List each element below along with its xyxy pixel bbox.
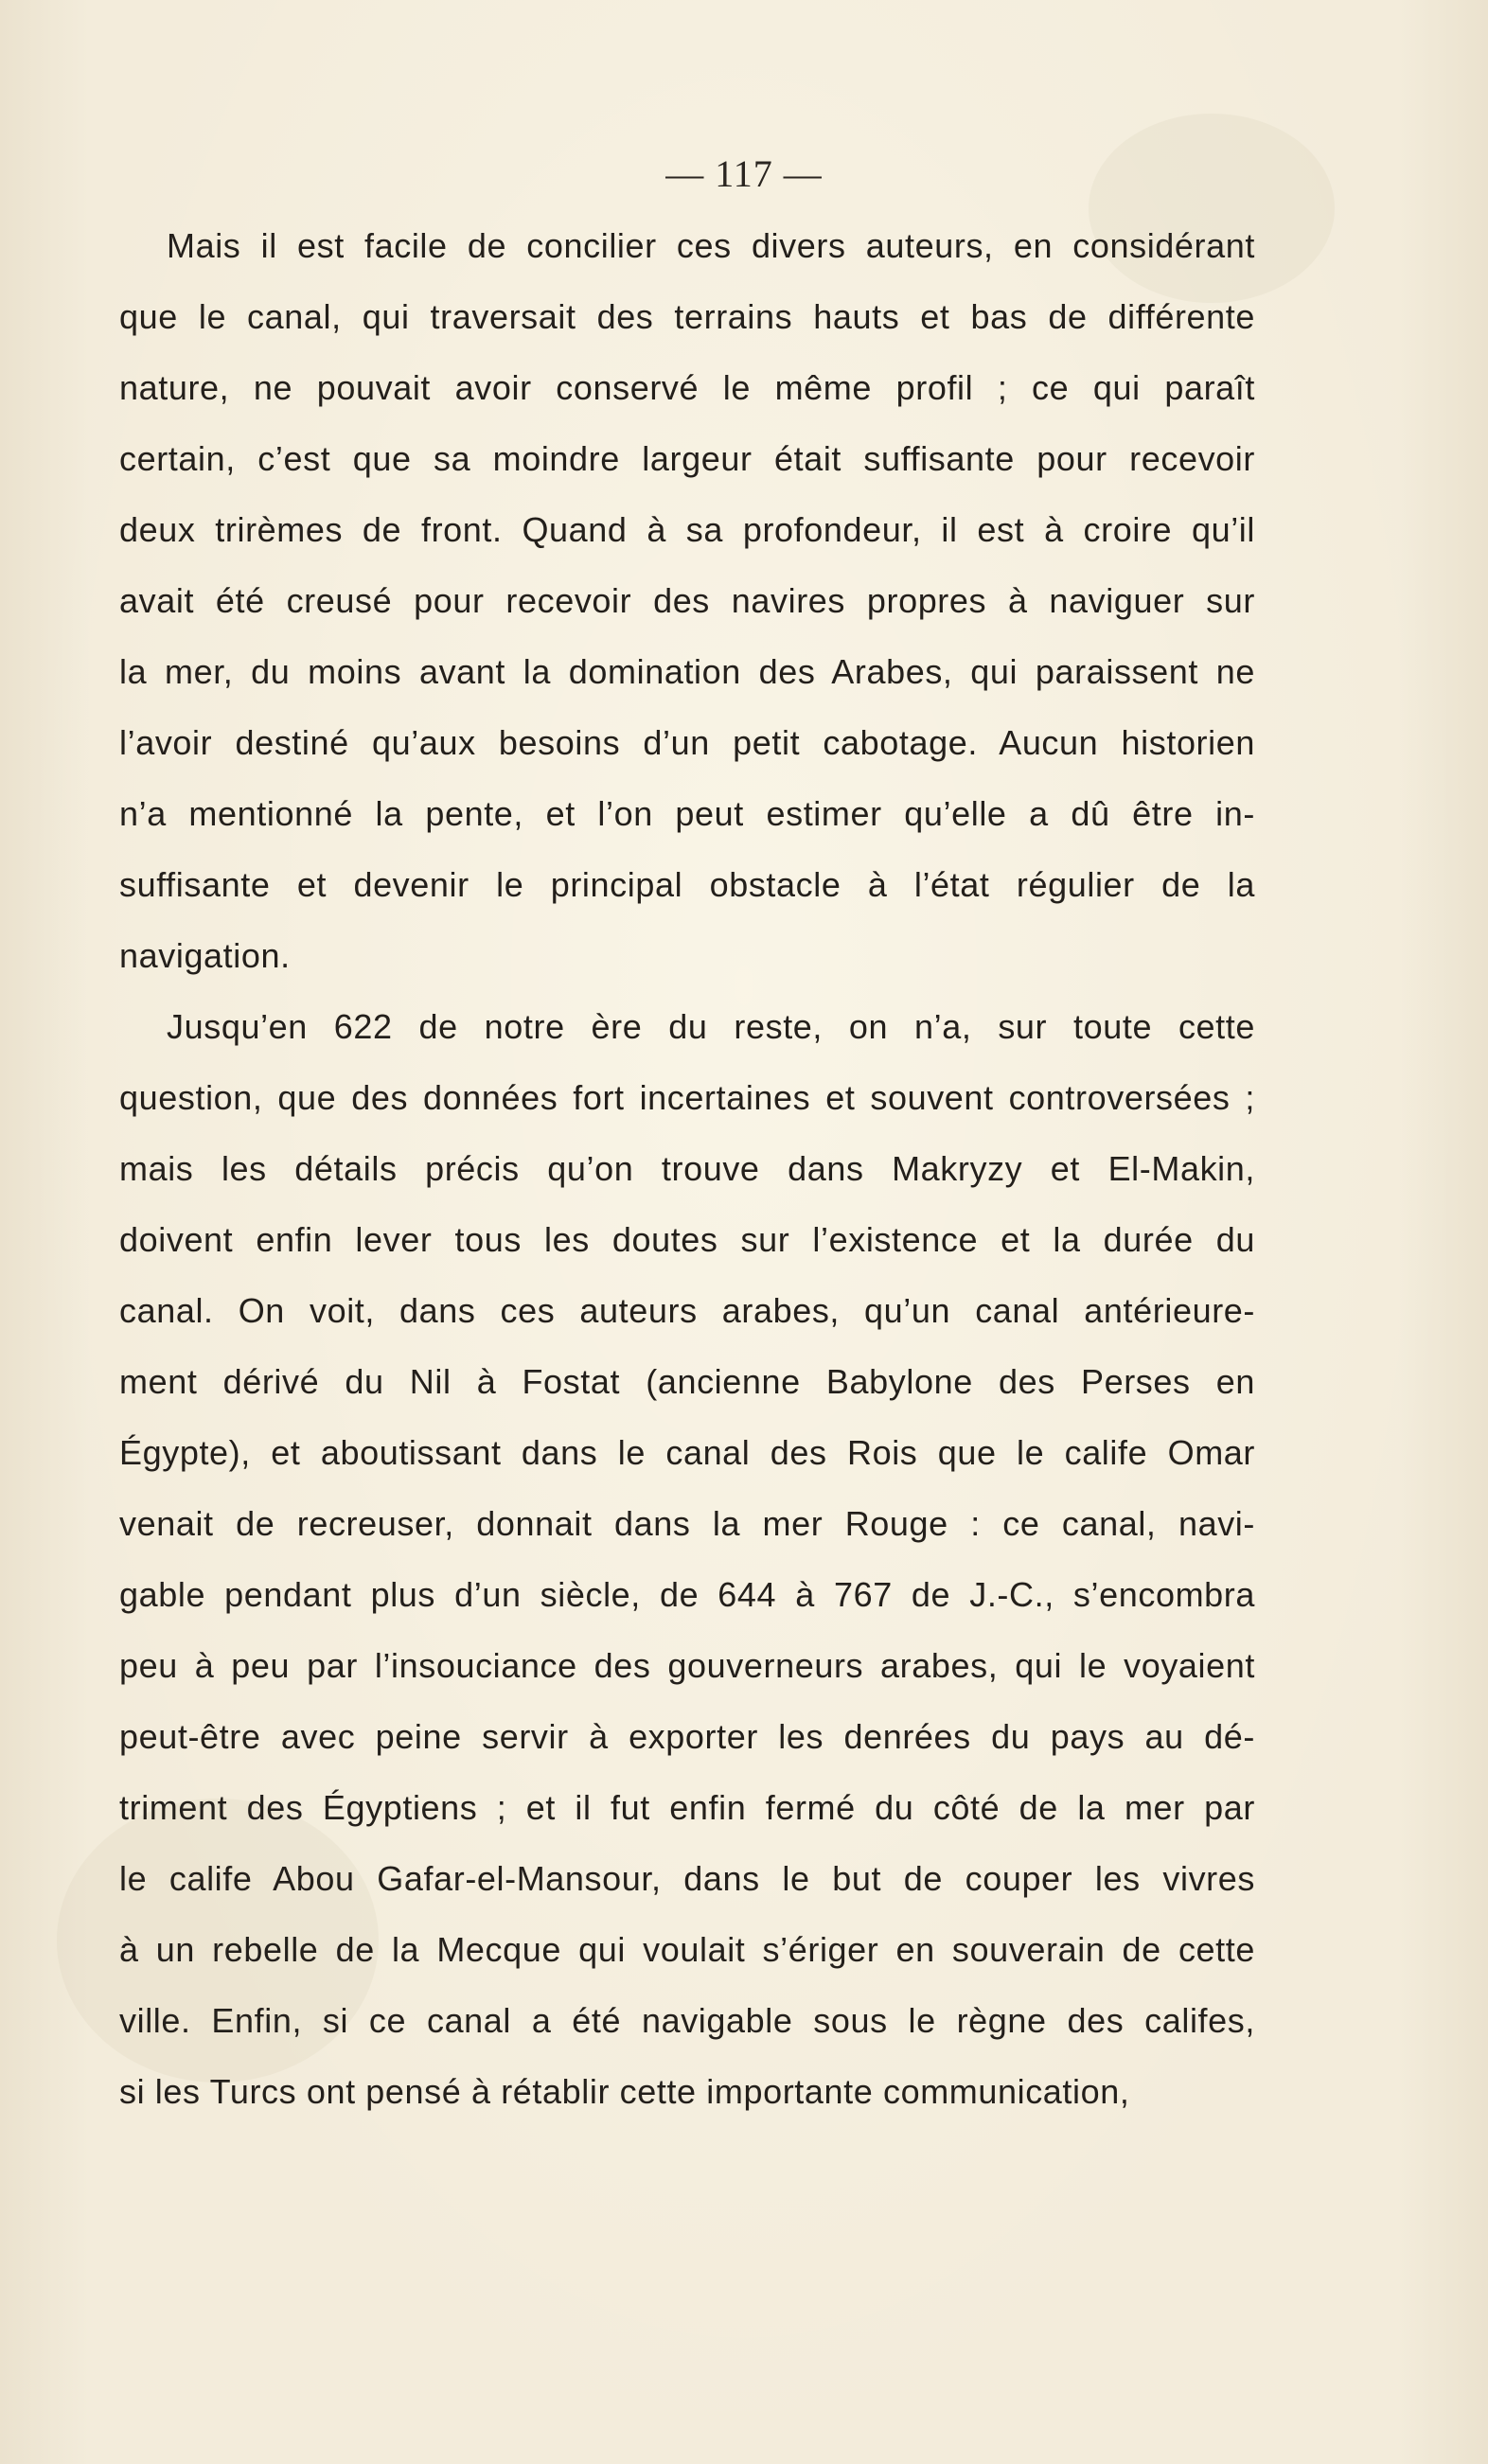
text-line: mais les détails précis qu’on trouve dans Makryzy et El-Makin, <box>119 1149 1255 1188</box>
text-line: suffisante et devenir le principal obstacle à l’état régulier de la <box>119 865 1255 904</box>
text-line: peu à peu par l’insouciance des gouverneurs arabes, qui le voyaient <box>119 1646 1255 1685</box>
text-line: le calife Abou Gafar-el-Mansour, dans le but de couper les vivres <box>119 1859 1255 1898</box>
text-line: peut-être avec peine servir à exporter les denrées du pays au dé- <box>119 1717 1255 1756</box>
text-line: ville. Enfin, si ce canal a été navigable sous le règne des califes, <box>119 2001 1255 2040</box>
text-line: triment des Égyptiens ; et il fut enfin fermé du côté de la mer par <box>119 1788 1255 1827</box>
text-line: gable pendant plus d’un siècle, de 644 à 767 de J.-C., s’encombra <box>119 1575 1255 1614</box>
text-line: Jusqu’en 622 de notre ère du reste, on n’a, sur toute cette <box>167 1007 1255 1046</box>
page-number: — 117 — <box>665 152 823 195</box>
text-line: n’a mentionné la pente, et l’on peut estimer qu’elle a dû être in- <box>119 794 1255 833</box>
text-line: l’avoir destiné qu’aux besoins d’un petit cabotage. Aucun historien <box>119 723 1255 762</box>
text-line: doivent enfin lever tous les doutes sur l’existence et la durée du <box>119 1220 1255 1259</box>
text-line: canal. On voit, dans ces auteurs arabes, qu’un canal antérieure- <box>119 1291 1255 1330</box>
text-line: navigation. <box>119 936 291 975</box>
paragraph <box>119 991 1255 2127</box>
text-line: question, que des données fort incertaines et souvent controversées ; <box>119 1078 1255 1117</box>
text-line: avait été creusé pour recevoir des navires propres à naviguer sur <box>119 581 1255 620</box>
text-line: la mer, du moins avant la domination des Arabes, qui paraissent ne <box>119 652 1255 691</box>
text-line: deux trirèmes de front. Quand à sa profondeur, il est à croire qu’il <box>119 510 1255 549</box>
text-line: certain, c’est que sa moindre largeur était suffisante pour recevoir <box>119 439 1255 478</box>
text-line: Mais il est facile de concilier ces divers auteurs, en considérant <box>167 226 1255 265</box>
paragraph <box>119 210 1255 991</box>
text-line: à un rebelle de la Mecque qui voulait s’ériger en souverain de cette <box>119 1930 1255 1969</box>
body-text <box>119 210 1255 2127</box>
text-line: si les Turcs ont pensé à rétablir cette importante communication, <box>119 2072 1130 2111</box>
text-line: que le canal, qui traversait des terrains hauts et bas de différente <box>119 297 1255 336</box>
text-line: nature, ne pouvait avoir conservé le même profil ; ce qui paraît <box>119 368 1255 407</box>
text-line: ment dérivé du Nil à Fostat (ancienne Babylone des Perses en <box>119 1362 1255 1401</box>
text-line: venait de recreuser, donnait dans la mer Rouge : ce canal, navi- <box>119 1504 1255 1543</box>
text-line: Égypte), et aboutissant dans le canal des Rois que le calife Omar <box>119 1433 1255 1472</box>
